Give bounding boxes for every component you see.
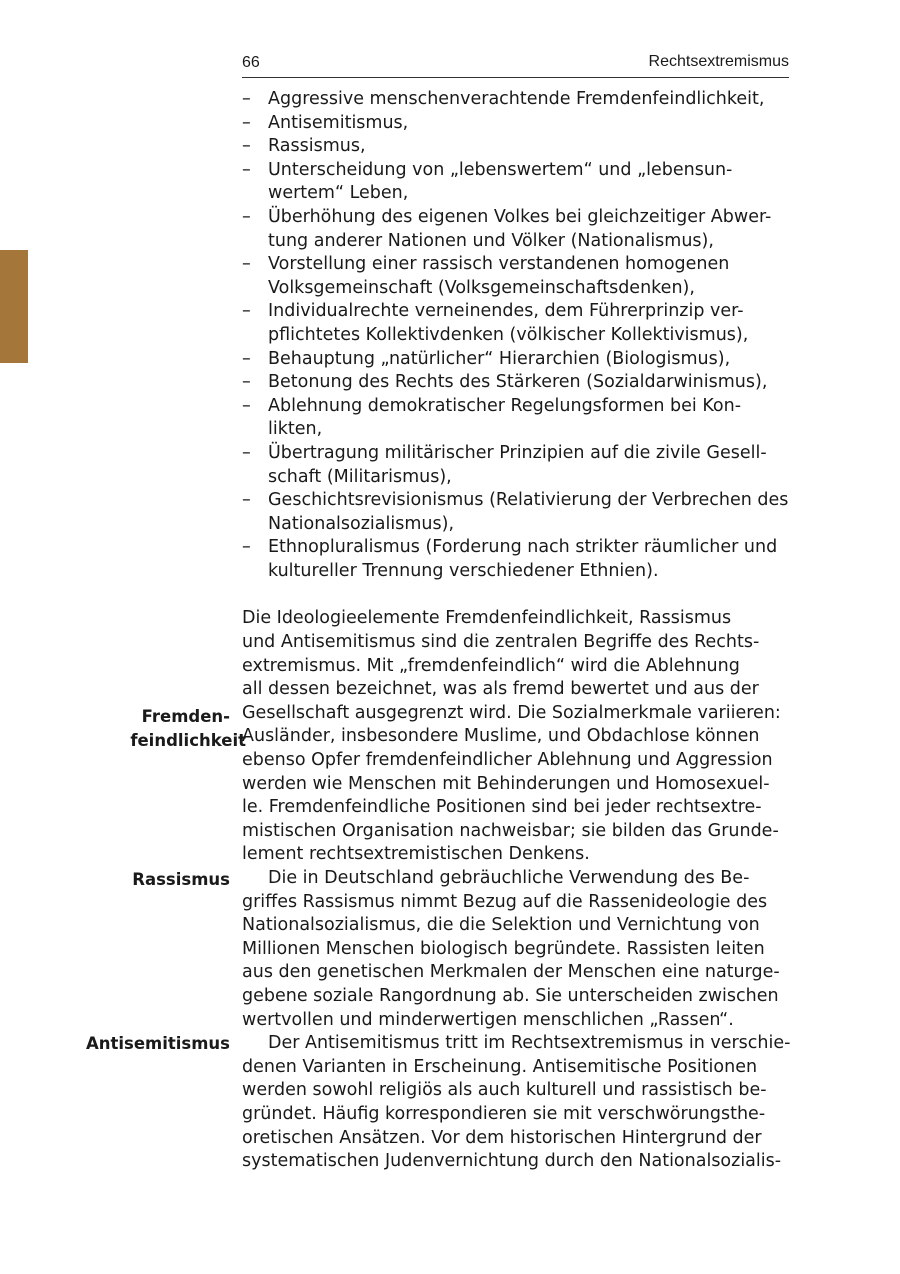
page-number: 66	[242, 54, 260, 71]
list-item: – Ethnopluralismus (Forderung nach strikter räumlicher und kultureller Trennung verschiedener Ethnien).	[242, 536, 792, 583]
ideology-list	[242, 88, 792, 583]
list-item: – Aggressive menschenverachtende Fremdenfeindlichkeit,	[242, 88, 792, 112]
list-item: – Rassismus,	[242, 135, 792, 159]
list-item: – Übertragung militärischer Prinzipien auf die zivile Gesell- schaft (Militarismus),	[242, 442, 792, 489]
list-item: – Überhöhung des eigenen Volkes bei gleichzeitiger Abwer- tung anderer Nationen und Völker (Nationalismus),	[242, 206, 792, 253]
margin-note-fremdenfeindlichkeit: Fremden- feindlichkeit	[130, 707, 246, 750]
paragraph-antisemitismus: Der Antisemitismus tritt im Rechtsextremismus in verschie- denen Varianten in Erscheinung. Antisemitische Positionen werden sowohl religiös als auch kulturell und rassistisch be- gründet. Häufig korrespondieren sie mit verschwörungsthe- oretischen Ansätzen. Vor dem historischen Hintergrund der systematischen Judenvernichtung durch den Nationalsozialis-	[242, 1033, 791, 1172]
paragraph-fremdenfeindlichkeit: Die Ideologieelemente Fremdenfeindlichkeit, Rassismus und Antisemitismus sind die zentralen Begriffe des Rechts- extremismus. Mit „fremdenfeindlich“ wird die Ablehnung all dessen bezeichnet, was als fremd bewertet und aus der Gesellschaft ausgegrenzt wird. Die Sozialmerkmale variieren: Ausländer, insbesondere Muslime, und Obdachlose können ebenso Opfer fremdenfeindlicher Ablehnung und Aggression werden wie Menschen mit Behinderungen und Homosexuel- le. Fremdenfeindliche Positionen sind bei jeder rechtsextre- mistischen Organisation nachweisbar; sie bilden das Grunde- lement rechtsextremistischen Denkens.	[242, 608, 781, 865]
body-text	[242, 88, 792, 1174]
page-header	[242, 50, 789, 78]
list-item: – Antisemitismus,	[242, 112, 792, 136]
chapter-tab-marker	[0, 250, 28, 363]
list-item: – Individualrechte verneinendes, dem Führerprinzip ver- pflichtetes Kollektivdenken (völkischer Kollektivismus),	[242, 300, 792, 347]
paragraph-rassismus: Die in Deutschland gebräuchliche Verwendung des Be- griffes Rassismus nimmt Bezug auf die Rassenideologie des Nationalsozialismus, die die Selektion und Vernichtung von Millionen Menschen biologisch begründete. Rassisten leiten aus den genetischen Merkmalen der Menschen eine naturge- gebene soziale Rangordnung ab. Sie unterscheiden zwischen wertvollen und minderwertigen menschlichen „Rassen“.	[242, 868, 780, 1030]
list-item: – Vorstellung einer rassisch verstandenen homogenen Volksgemeinschaft (Volksgemeinschaftsdenken),	[242, 253, 792, 300]
list-item: – Unterscheidung von „lebenswertem“ und „lebensun- wertem“ Leben,	[242, 159, 792, 206]
list-item: – Ablehnung demokratischer Regelungsformen bei Kon- likten,	[242, 395, 792, 442]
running-title: Rechtsextremismus	[648, 53, 789, 70]
list-item: – Geschichtsrevisionismus (Relativierung der Verbrechen des Nationalsozialismus),	[242, 489, 792, 536]
margin-note-rassismus: Rassismus	[132, 870, 230, 889]
list-item: – Betonung des Rechts des Stärkeren (Sozialdarwinismus),	[242, 371, 792, 395]
list-item: – Behauptung „natürlicher“ Hierarchien (Biologismus),	[242, 348, 792, 372]
margin-note-antisemitismus: Antisemitismus	[85, 1034, 230, 1053]
